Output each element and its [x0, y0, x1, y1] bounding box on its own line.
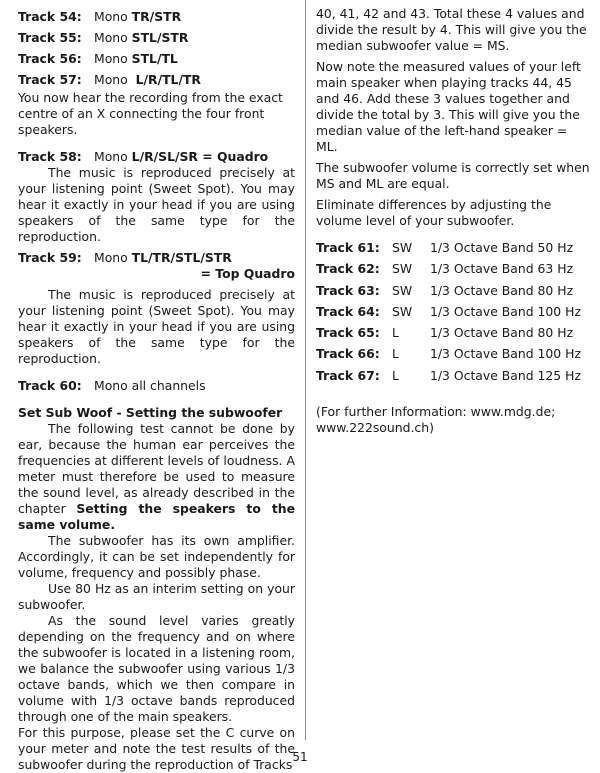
track-table [316, 237, 592, 386]
mono-label: Mono [94, 250, 128, 265]
speaker: SW [392, 282, 413, 298]
table-row [316, 258, 592, 279]
band: 1/3 Octave Band 100 Hz [430, 346, 581, 362]
band: 1/3 Octave Band 50 Hz [430, 240, 574, 255]
track-60-heading [18, 378, 295, 394]
track-label: Track 55: [18, 30, 82, 45]
track-57-row [18, 69, 295, 90]
speaker: SW [392, 261, 413, 277]
track-label: Track 57: [18, 72, 82, 87]
subwoofer-paragraph-5: For this purpose, please set the C curve on your meter and note the test results of the subwoofer during the reproduction of Tracks [18, 725, 295, 772]
table-row [316, 343, 592, 364]
column-divider [305, 0, 306, 740]
mono-label: Mono [94, 30, 128, 45]
track-label: Track 64: [316, 303, 380, 319]
track-label: Track 59: [18, 250, 82, 265]
right-paragraph-3: The subwoofer volume is correctly set when MS and ML are equal. [316, 160, 590, 191]
subwoofer-paragraph-1 [18, 421, 295, 533]
band: 1/3 Octave Band 63 Hz [430, 261, 574, 277]
channels: TR/STR [131, 9, 182, 24]
mono-label: Mono [94, 9, 128, 24]
table-row [316, 365, 592, 386]
track-label: Track 56: [18, 51, 82, 66]
section-title: Set Sub Woof - Setting the subwoofer [18, 405, 283, 420]
track-label: Track 58: [18, 149, 82, 164]
speaker: L [392, 367, 399, 383]
track-59-text: The music is reproduced precisely at your listening point (Sweet Spot). You may hear it exactly in your head if you are using speakers of the same type for the reproduction. [18, 287, 295, 366]
channels: STL/TL [131, 51, 178, 66]
right-paragraph-2: Now note the measured values of your left main speaker when playing tracks 44, 45 and 46. Add these 3 values together and divide the total by 3. This will give you the median value of the left-hand speaker = ML. [316, 59, 581, 154]
track-label: Track 54: [18, 9, 82, 24]
mono-label: Mono [94, 51, 128, 66]
track-label: Track 62: [316, 261, 380, 277]
right-paragraph-1: 40, 41, 42 and 43. Total these 4 values and divide the result by 4. This will give you the median subwoofer value = MS. [316, 6, 587, 53]
band: 1/3 Octave Band 125 Hz [430, 367, 581, 383]
table-row [316, 322, 592, 343]
mono-label: Mono [94, 149, 128, 164]
track-label: Track 65: [316, 325, 380, 341]
table-row [316, 280, 592, 301]
track-58-heading [18, 149, 295, 165]
track-58-text: The music is reproduced precisely at your listening point (Sweet Spot). You may hear it exactly in your head if you are using speakers of the same type for the reproduction. [18, 165, 295, 244]
track-label: Track 61: [316, 240, 380, 255]
track-60-text: Mono all channels [94, 378, 206, 393]
speaker: L [392, 346, 399, 362]
track-59-suffix: = Top Quadro [200, 266, 295, 281]
right-column [316, 6, 592, 436]
sub-p1-text: The following test cannot be done by ear, because the human ear perceives the frequencies at different levels of loudness. A meter must therefore be used to measure the sound level, as already described in the chapter [18, 421, 295, 516]
table-row [316, 301, 592, 322]
track-label: Track 63: [316, 282, 380, 298]
sub-p1-bold: Setting the speakers to the same volume. [18, 501, 295, 532]
left-column [18, 6, 295, 773]
band: 1/3 Octave Band 100 Hz [430, 303, 581, 319]
channels: L/R/TL/TR [135, 72, 201, 87]
subwoofer-paragraph-3: Use 80 Hz as an interim setting on your subwoofer. [18, 581, 295, 612]
channels: L/R/SL/SR = Quadro [131, 149, 269, 164]
center-paragraph: You now hear the recording from the exact centre of an X connecting the four front speakers. [18, 90, 283, 137]
track-55-row [18, 27, 295, 48]
speaker: SW [392, 240, 413, 255]
track-list-top [18, 6, 295, 90]
channels: STL/STR [131, 30, 189, 45]
band: 1/3 Octave Band 80 Hz [430, 282, 574, 298]
track-label: Track 66: [316, 346, 380, 362]
track-label: Track 60: [18, 378, 82, 393]
further-info: (For further Information: www.mdg.de; www.222sound.ch) [316, 404, 556, 436]
speaker: SW [392, 303, 413, 319]
band: 1/3 Octave Band 80 Hz [430, 325, 574, 341]
right-paragraph-4: Eliminate differences by adjusting the volume level of your subwoofer. [316, 197, 552, 228]
subwoofer-paragraph-4: As the sound level varies greatly depending on the frequency and on where the subwoofer is located in a listening room, we balance the subwoofer using various 1/3 octave bands, which we then compare in volume with 1/3 octave bands reproduced through one of the main speakers. [18, 613, 295, 724]
track-54-row [18, 6, 295, 27]
page-number: 51 [292, 750, 308, 764]
mono-label: Mono [94, 72, 128, 87]
speaker: L [392, 325, 399, 341]
channels: TL/TR/STL/STR [131, 250, 232, 265]
subwoofer-paragraph-2: The subwoofer has its own amplifier. Accordingly, it can be set independently for volume, frequency and possibly phase. [18, 533, 295, 580]
track-56-row [18, 48, 295, 69]
track-59-heading [18, 250, 295, 266]
track-label: Track 67: [316, 367, 380, 383]
table-row [316, 237, 592, 258]
